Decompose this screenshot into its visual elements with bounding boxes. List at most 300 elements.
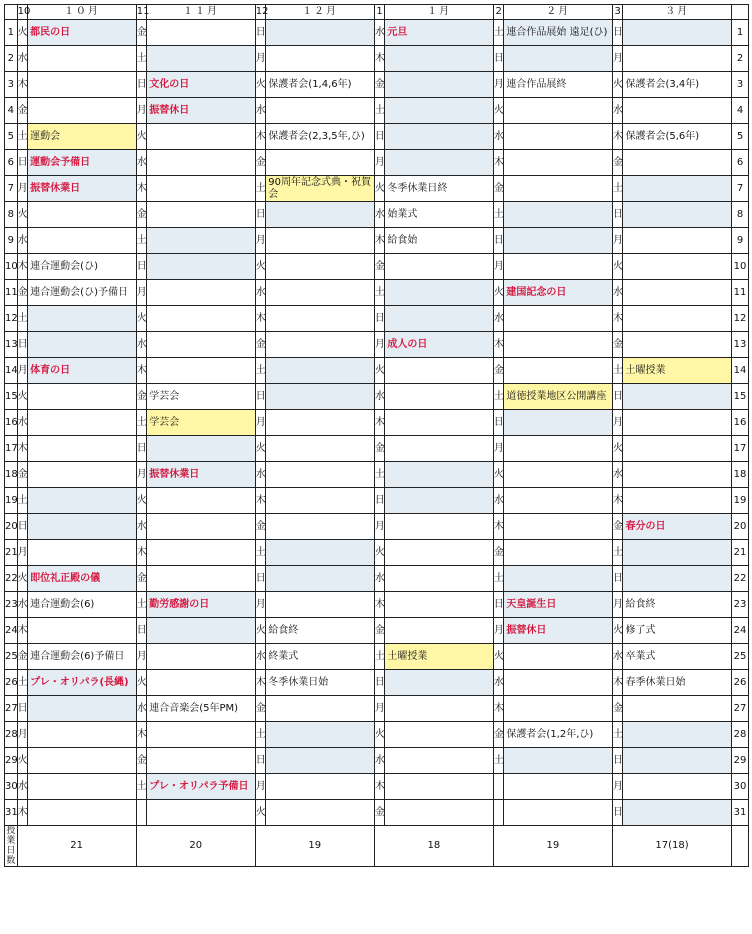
- event-cell: [147, 280, 256, 306]
- event-cell: [266, 436, 375, 462]
- event-cell: [385, 46, 494, 72]
- weekday-cell: 土: [493, 202, 504, 228]
- day-number: 19: [5, 488, 18, 514]
- event-cell: 連合運動会(ひ): [28, 254, 137, 280]
- weekday-cell: 月: [136, 644, 147, 670]
- day-number-right: 18: [732, 462, 749, 488]
- weekday-cell: 金: [17, 280, 28, 306]
- event-cell: [266, 488, 375, 514]
- weekday-cell: 火: [374, 358, 385, 384]
- day-number: 28: [5, 722, 18, 748]
- month-header: １２月: [266, 5, 375, 20]
- event-cell: [504, 98, 613, 124]
- day-number: 21: [5, 540, 18, 566]
- event-cell: [147, 540, 256, 566]
- event-cell: [28, 306, 137, 332]
- event-cell: [28, 488, 137, 514]
- table-row: [5, 722, 749, 748]
- event-cell: 振替休業日: [147, 462, 256, 488]
- table-row: [5, 644, 749, 670]
- weekday-cell: 土: [255, 176, 266, 202]
- day-number-right: 31: [732, 800, 749, 826]
- lesson-days-label: 授業日数: [6, 826, 16, 866]
- weekday-cell: 土: [136, 592, 147, 618]
- weekday-cell: 火: [255, 254, 266, 280]
- month-number: 12: [255, 5, 266, 20]
- weekday-cell: 水: [136, 332, 147, 358]
- weekday-cell: 水: [17, 592, 28, 618]
- weekday-cell: 日: [255, 20, 266, 46]
- table-row: [5, 696, 749, 722]
- event-cell: 振替休日: [147, 98, 256, 124]
- event-cell: [147, 176, 256, 202]
- event-cell: [623, 150, 732, 176]
- weekday-cell: 金: [493, 358, 504, 384]
- day-number: 3: [5, 72, 18, 98]
- day-number-right: 10: [732, 254, 749, 280]
- event-cell: [504, 332, 613, 358]
- day-number: 16: [5, 410, 18, 436]
- weekday-cell: 火: [612, 72, 623, 98]
- weekday-cell: 月: [17, 176, 28, 202]
- event-cell: [28, 514, 137, 540]
- weekday-cell: 水: [612, 280, 623, 306]
- weekday-cell: 日: [136, 254, 147, 280]
- event-cell: 修了式: [623, 618, 732, 644]
- event-cell: [623, 462, 732, 488]
- event-cell: 始業式: [385, 202, 494, 228]
- event-cell: 学芸会: [147, 410, 256, 436]
- table-row: [5, 358, 749, 384]
- weekday-cell: 土: [17, 670, 28, 696]
- event-cell: [266, 150, 375, 176]
- table-row: [5, 98, 749, 124]
- weekday-cell: 月: [374, 514, 385, 540]
- table-row: [5, 254, 749, 280]
- event-cell: [147, 358, 256, 384]
- event-cell: [147, 800, 256, 826]
- lesson-days-count: 19: [493, 826, 612, 867]
- weekday-cell: 水: [612, 462, 623, 488]
- weekday-cell: 土: [255, 358, 266, 384]
- weekday-cell: 水: [612, 644, 623, 670]
- table-row: [5, 384, 749, 410]
- weekday-cell: 土: [136, 46, 147, 72]
- weekday-cell: 土: [493, 748, 504, 774]
- weekday-cell: 木: [136, 358, 147, 384]
- weekday-cell: 水: [493, 124, 504, 150]
- day-number-right: 21: [732, 540, 749, 566]
- day-number: 20: [5, 514, 18, 540]
- day-number: 22: [5, 566, 18, 592]
- event-cell: 給食終: [623, 592, 732, 618]
- weekday-cell: 木: [17, 436, 28, 462]
- event-cell: [147, 306, 256, 332]
- weekday-cell: 金: [136, 748, 147, 774]
- event-cell: [28, 618, 137, 644]
- table-row: [5, 150, 749, 176]
- weekday-cell: 火: [136, 488, 147, 514]
- day-number-right: 22: [732, 566, 749, 592]
- day-number: 5: [5, 124, 18, 150]
- event-cell: [147, 254, 256, 280]
- event-cell: 元旦: [385, 20, 494, 46]
- footer-corner: [732, 826, 749, 867]
- event-cell: [504, 176, 613, 202]
- event-cell: [623, 228, 732, 254]
- day-number-right: 30: [732, 774, 749, 800]
- weekday-cell: 木: [493, 332, 504, 358]
- weekday-cell: 金: [493, 176, 504, 202]
- day-number-right: 15: [732, 384, 749, 410]
- day-number: 18: [5, 462, 18, 488]
- weekday-cell: 水: [17, 774, 28, 800]
- weekday-cell: 水: [374, 384, 385, 410]
- event-cell: [504, 566, 613, 592]
- event-cell: 連合作品展終: [504, 72, 613, 98]
- event-cell: [504, 800, 613, 826]
- weekday-cell: 火: [374, 540, 385, 566]
- event-cell: [147, 488, 256, 514]
- weekday-cell: 木: [255, 488, 266, 514]
- event-cell: [266, 358, 375, 384]
- event-cell: 春季休業日始: [623, 670, 732, 696]
- event-cell: 保護者会(2,3,5年,ひ): [266, 124, 375, 150]
- weekday-cell: 土: [493, 566, 504, 592]
- table-row: [5, 20, 749, 46]
- weekday-cell: 土: [17, 306, 28, 332]
- event-cell: [385, 254, 494, 280]
- weekday-cell: 日: [612, 800, 623, 826]
- weekday-cell: 土: [493, 20, 504, 46]
- event-cell: 都民の日: [28, 20, 137, 46]
- month-number: 11: [136, 5, 147, 20]
- event-cell: プレ・オリパラ(長縄): [28, 670, 137, 696]
- event-cell: [266, 566, 375, 592]
- weekday-cell: 水: [374, 566, 385, 592]
- event-cell: [623, 98, 732, 124]
- event-cell: [28, 410, 137, 436]
- event-cell: [623, 540, 732, 566]
- event-cell: [504, 306, 613, 332]
- weekday-cell: 火: [136, 306, 147, 332]
- event-cell: 保護者会(1,2年,ひ): [504, 722, 613, 748]
- event-cell: [385, 306, 494, 332]
- event-cell: [147, 202, 256, 228]
- event-cell: [504, 228, 613, 254]
- weekday-cell: [493, 774, 504, 800]
- event-cell: 学芸会: [147, 384, 256, 410]
- table-row: [5, 514, 749, 540]
- event-cell: 体育の日: [28, 358, 137, 384]
- day-number-right: 1: [732, 20, 749, 46]
- table-row: [5, 670, 749, 696]
- table-row: [5, 46, 749, 72]
- weekday-cell: 火: [493, 644, 504, 670]
- day-number: 29: [5, 748, 18, 774]
- table-row: [5, 202, 749, 228]
- weekday-cell: 月: [255, 592, 266, 618]
- event-cell: 勤労感謝の日: [147, 592, 256, 618]
- event-cell: [385, 410, 494, 436]
- table-row: [5, 228, 749, 254]
- corner-cell-right: [732, 5, 749, 20]
- event-cell: [147, 228, 256, 254]
- day-number: 4: [5, 98, 18, 124]
- event-cell: [385, 748, 494, 774]
- lesson-days-count: 21: [17, 826, 136, 867]
- event-cell: [385, 358, 494, 384]
- event-cell: [504, 358, 613, 384]
- day-number-right: 25: [732, 644, 749, 670]
- day-number-right: 11: [732, 280, 749, 306]
- weekday-cell: 金: [374, 436, 385, 462]
- event-cell: 連合運動会(6): [28, 592, 137, 618]
- event-cell: 連合音楽会(5年PM): [147, 696, 256, 722]
- table-row: [5, 592, 749, 618]
- day-number-right: 17: [732, 436, 749, 462]
- event-cell: [385, 124, 494, 150]
- event-cell: [385, 384, 494, 410]
- event-cell: [147, 566, 256, 592]
- weekday-cell: 土: [374, 98, 385, 124]
- event-cell: [385, 774, 494, 800]
- event-cell: 給食始: [385, 228, 494, 254]
- event-cell: [623, 202, 732, 228]
- table-row: [5, 436, 749, 462]
- weekday-cell: 木: [612, 124, 623, 150]
- weekday-cell: 月: [493, 436, 504, 462]
- weekday-cell: 火: [17, 20, 28, 46]
- weekday-cell: 日: [612, 566, 623, 592]
- day-number: 24: [5, 618, 18, 644]
- weekday-cell: 木: [255, 670, 266, 696]
- weekday-cell: [136, 800, 147, 826]
- event-cell: [385, 436, 494, 462]
- event-cell: [266, 202, 375, 228]
- event-cell: [504, 748, 613, 774]
- day-number: 30: [5, 774, 18, 800]
- weekday-cell: 火: [136, 670, 147, 696]
- weekday-cell: 日: [255, 202, 266, 228]
- weekday-cell: 月: [612, 46, 623, 72]
- event-cell: [266, 254, 375, 280]
- weekday-cell: 月: [612, 592, 623, 618]
- event-cell: [147, 748, 256, 774]
- event-cell: [504, 514, 613, 540]
- event-cell: [147, 20, 256, 46]
- event-cell: [504, 124, 613, 150]
- weekday-cell: 日: [374, 670, 385, 696]
- weekday-cell: 日: [612, 20, 623, 46]
- event-cell: [504, 540, 613, 566]
- day-number-right: 14: [732, 358, 749, 384]
- event-cell: [266, 228, 375, 254]
- event-cell: [385, 670, 494, 696]
- corner-cell: [5, 5, 18, 20]
- table-row: [5, 410, 749, 436]
- weekday-cell: 水: [374, 202, 385, 228]
- table-row: [5, 332, 749, 358]
- event-cell: [147, 124, 256, 150]
- event-cell: 土曜授業: [385, 644, 494, 670]
- event-cell: [28, 332, 137, 358]
- event-cell: [623, 306, 732, 332]
- lesson-days-count: 20: [136, 826, 255, 867]
- day-number: 26: [5, 670, 18, 696]
- table-row: [5, 280, 749, 306]
- weekday-cell: 月: [612, 410, 623, 436]
- event-cell: 卒業式: [623, 644, 732, 670]
- weekday-cell: 金: [255, 514, 266, 540]
- event-cell: [623, 332, 732, 358]
- month-header: １１月: [147, 5, 256, 20]
- weekday-cell: 火: [17, 566, 28, 592]
- weekday-cell: 月: [17, 722, 28, 748]
- event-cell: [504, 202, 613, 228]
- event-cell: [623, 722, 732, 748]
- event-cell: [504, 488, 613, 514]
- event-cell: [504, 254, 613, 280]
- event-cell: [147, 644, 256, 670]
- event-cell: [147, 46, 256, 72]
- weekday-cell: 水: [136, 696, 147, 722]
- weekday-cell: 水: [374, 20, 385, 46]
- weekday-cell: 土: [255, 540, 266, 566]
- weekday-cell: 火: [493, 98, 504, 124]
- weekday-cell: 金: [374, 618, 385, 644]
- weekday-cell: 土: [374, 280, 385, 306]
- table-row: [5, 306, 749, 332]
- weekday-cell: 火: [255, 800, 266, 826]
- weekday-cell: 水: [17, 228, 28, 254]
- weekday-cell: 火: [493, 280, 504, 306]
- weekday-cell: 木: [493, 514, 504, 540]
- weekday-cell: 木: [493, 150, 504, 176]
- weekday-cell: 日: [374, 488, 385, 514]
- weekday-cell: 土: [136, 410, 147, 436]
- weekday-cell: 金: [493, 722, 504, 748]
- table-row: [5, 774, 749, 800]
- month-number: 3: [612, 5, 623, 20]
- weekday-cell: [493, 800, 504, 826]
- day-number-right: 20: [732, 514, 749, 540]
- event-cell: 運動会: [28, 124, 137, 150]
- event-cell: 90周年記念式典・祝賀会: [266, 176, 375, 202]
- day-number: 8: [5, 202, 18, 228]
- event-cell: [28, 696, 137, 722]
- event-cell: [623, 696, 732, 722]
- day-number: 27: [5, 696, 18, 722]
- day-number-right: 6: [732, 150, 749, 176]
- day-number: 7: [5, 176, 18, 202]
- event-cell: [266, 514, 375, 540]
- event-cell: [385, 488, 494, 514]
- weekday-cell: 水: [17, 46, 28, 72]
- weekday-cell: 月: [255, 46, 266, 72]
- lesson-days-count: 18: [374, 826, 493, 867]
- weekday-cell: 月: [17, 358, 28, 384]
- weekday-cell: 日: [136, 436, 147, 462]
- weekday-cell: 金: [255, 150, 266, 176]
- day-number: 11: [5, 280, 18, 306]
- weekday-cell: 日: [255, 748, 266, 774]
- weekday-cell: 日: [493, 410, 504, 436]
- day-number-right: 24: [732, 618, 749, 644]
- weekday-cell: 火: [255, 72, 266, 98]
- weekday-cell: 金: [612, 514, 623, 540]
- event-cell: [623, 566, 732, 592]
- month-number: 10: [17, 5, 28, 20]
- event-cell: [266, 384, 375, 410]
- event-cell: [28, 46, 137, 72]
- event-cell: [266, 280, 375, 306]
- event-cell: [28, 722, 137, 748]
- day-number-right: 3: [732, 72, 749, 98]
- event-cell: [385, 150, 494, 176]
- day-number: 14: [5, 358, 18, 384]
- event-cell: [623, 800, 732, 826]
- weekday-cell: 金: [17, 644, 28, 670]
- event-cell: [28, 800, 137, 826]
- event-cell: [385, 800, 494, 826]
- event-cell: [385, 566, 494, 592]
- weekday-cell: 土: [374, 644, 385, 670]
- event-cell: 道徳授業地区公開講座: [504, 384, 613, 410]
- weekday-cell: 水: [493, 488, 504, 514]
- weekday-cell: 金: [255, 696, 266, 722]
- event-cell: [266, 410, 375, 436]
- weekday-cell: 金: [374, 72, 385, 98]
- weekday-cell: 火: [17, 202, 28, 228]
- day-number-right: 5: [732, 124, 749, 150]
- weekday-cell: 木: [374, 46, 385, 72]
- weekday-cell: 木: [136, 176, 147, 202]
- event-cell: [623, 176, 732, 202]
- event-cell: [623, 280, 732, 306]
- event-cell: 保護者会(1,4,6年): [266, 72, 375, 98]
- event-cell: [147, 150, 256, 176]
- event-cell: [28, 228, 137, 254]
- event-cell: 即位礼正殿の儀: [28, 566, 137, 592]
- event-cell: [266, 306, 375, 332]
- event-cell: [385, 540, 494, 566]
- weekday-cell: 木: [17, 72, 28, 98]
- day-number: 2: [5, 46, 18, 72]
- day-number: 23: [5, 592, 18, 618]
- event-cell: [623, 410, 732, 436]
- day-number-right: 7: [732, 176, 749, 202]
- weekday-cell: 木: [374, 410, 385, 436]
- lesson-days-count: 17(18): [612, 826, 731, 867]
- day-number: 12: [5, 306, 18, 332]
- weekday-cell: 月: [255, 774, 266, 800]
- weekday-cell: 火: [374, 722, 385, 748]
- event-cell: [266, 20, 375, 46]
- weekday-cell: 月: [493, 254, 504, 280]
- weekday-cell: 日: [136, 618, 147, 644]
- event-cell: 冬季休業日終: [385, 176, 494, 202]
- day-number-right: 8: [732, 202, 749, 228]
- day-number-right: 26: [732, 670, 749, 696]
- weekday-cell: 金: [374, 254, 385, 280]
- weekday-cell: 火: [17, 384, 28, 410]
- weekday-cell: 木: [374, 774, 385, 800]
- weekday-cell: 日: [612, 384, 623, 410]
- event-cell: [266, 540, 375, 566]
- day-number-right: 23: [732, 592, 749, 618]
- event-cell: 天皇誕生日: [504, 592, 613, 618]
